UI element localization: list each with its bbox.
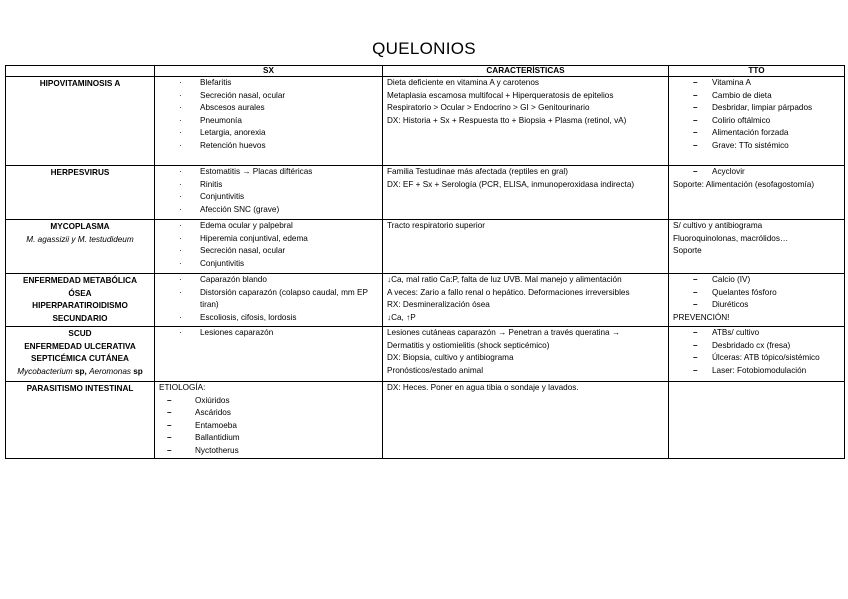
caracteristicas-cell: Tracto respiratorio superior bbox=[383, 220, 669, 274]
tto-cell bbox=[669, 77, 845, 166]
caracteristicas-cell: ↓Ca, mal ratio Ca:P, falta de luz UVB. Mal manejo y alimentación A veces: Zario a fallo renal o hepático. Deformaciones irreversibles RX: Desmineralización ósea ↓Ca, ↑P bbox=[383, 274, 669, 327]
sx-item: – Ballantidium bbox=[159, 432, 378, 445]
sx-cell bbox=[155, 166, 383, 220]
caracteristicas-cell: Lesiones cutáneas caparazón → Penetran a través queratina → Dermatitis y ostiomielitis (shock septicémico) DX: Biopsia, cultivo y antibiograma Pronósticos/estado animal bbox=[383, 327, 669, 382]
sx-item: · Letargia, anorexia bbox=[159, 127, 378, 140]
tto-item: – Diuréticos bbox=[673, 299, 840, 312]
table-row bbox=[6, 77, 845, 166]
header-row bbox=[6, 66, 845, 77]
sx-item: · Abscesos aurales bbox=[159, 102, 378, 115]
sx-item: – Entamoeba bbox=[159, 420, 378, 433]
tto-cell: – Calcio (IV) – Quelantes fósforo – Diuréticos PREVENCIÓN! bbox=[669, 274, 845, 327]
tto-item: – Grave: TTo sistémico bbox=[673, 140, 840, 153]
tto-item: – Vitamina A bbox=[673, 77, 840, 90]
sx-item: · Afección SNC (grave) bbox=[159, 204, 378, 217]
tto-cell: – Acyclovir Soporte: Alimentación (esofagostomía) bbox=[669, 166, 845, 220]
tto-item: – Alimentación forzada bbox=[673, 127, 840, 140]
sx-item: · Rinitis bbox=[159, 179, 378, 192]
sx-item: · Secreción nasal, ocular bbox=[159, 90, 378, 103]
caracteristicas-cell: DX: Heces. Poner en agua tibia o sondaje y lavados. bbox=[383, 382, 669, 459]
tto-item: – Desbridado cx (fresa) bbox=[673, 340, 840, 353]
tto-item: – Laser: Fotobiomodulación bbox=[673, 365, 840, 378]
sx-item: · Distorsión caparazón (colapso caudal, mm EP tiran) bbox=[159, 287, 378, 312]
disease-name: MYCOPLASMA M. agassizii y M. testudideum bbox=[6, 220, 155, 274]
tto-item: – Úlceras: ATB tópico/sistémico bbox=[673, 352, 840, 365]
sx-item: · Secreción nasal, ocular bbox=[159, 245, 378, 258]
sx-item: – Oxiúridos bbox=[159, 395, 378, 408]
sx-item: · Estomatitis → Placas diftéricas bbox=[159, 166, 378, 179]
disease-name: HIPOVITAMINOSIS A bbox=[6, 77, 155, 166]
tto-item: – Desbridar, limpiar párpados bbox=[673, 102, 840, 115]
sx-item: · Blefaritis bbox=[159, 77, 378, 90]
table-row bbox=[6, 220, 845, 274]
sx-item: · Edema ocular y palpebral bbox=[159, 220, 378, 233]
disease-name: SCUD ENFERMEDAD ULCERATIVA SEPTICÉMICA CUTÁNEA Mycobacterium sp, Aeromonas sp bbox=[6, 327, 155, 382]
header-caracteristicas: CARACTERÍSTICAS bbox=[383, 66, 669, 77]
diseases-table bbox=[5, 65, 845, 459]
tto-item: – ATBs/ cultivo bbox=[673, 327, 840, 340]
disease-name: ENFERMEDAD METABÓLICA ÓSEA HIPERPARATIROIDISMO SECUNDARIO bbox=[6, 274, 155, 327]
sx-cell bbox=[155, 220, 383, 274]
page-title: QUELONIOS bbox=[372, 39, 476, 58]
tto-item: – Colirio oftálmico bbox=[673, 115, 840, 128]
sx-cell bbox=[155, 327, 383, 382]
caracteristicas-cell: Dieta deficiente en vitamina A y carotenos Metaplasia escamosa multifocal + Hiperqueratosis de epitelios Respiratorio > Ocular > Endocrino > GI > Genitourinario DX: Historia + Sx + Respuesta tto + Biopsia + Plasma (retinol, vA) bbox=[383, 77, 669, 166]
tto-item: – Calcio (IV) bbox=[673, 274, 840, 287]
sx-item: · Caparazón blando bbox=[159, 274, 378, 287]
table-row bbox=[6, 382, 845, 459]
sx-item: · Lesiones caparazón bbox=[159, 327, 378, 340]
sx-item: · Escoliosis, cifosis, lordosis bbox=[159, 312, 378, 325]
sx-cell bbox=[155, 77, 383, 166]
sx-item: · Retención huevos bbox=[159, 140, 378, 153]
tto-cell bbox=[669, 327, 845, 382]
tto-item: – Cambio de dieta bbox=[673, 90, 840, 103]
tto-item: – Acyclovir bbox=[673, 166, 840, 179]
sx-item: · Conjuntivitis bbox=[159, 258, 378, 271]
sx-item: · Conjuntivitis bbox=[159, 191, 378, 204]
header-tto: TTO bbox=[669, 66, 845, 77]
tto-item: – Quelantes fósforo bbox=[673, 287, 840, 300]
caracteristicas-cell: Familia Testudinae más afectada (reptiles en gral) DX: EF + Sx + Serología (PCR, ELISA, inmunoperoxidasa indirecta) bbox=[383, 166, 669, 220]
header-disease bbox=[6, 66, 155, 77]
sx-item: – Nyctotherus bbox=[159, 445, 378, 458]
disease-name: PARASITISMO INTESTINAL bbox=[6, 382, 155, 459]
table-row bbox=[6, 327, 845, 382]
sx-cell: ETIOLOGÍA: – Oxiúridos – Ascáridos – Entamoeba – Ballantidium – Nyctotherus bbox=[155, 382, 383, 459]
header-sx: SX bbox=[155, 66, 383, 77]
sx-item: · Pneumonía bbox=[159, 115, 378, 128]
sx-item: · Hiperemia conjuntival, edema bbox=[159, 233, 378, 246]
tto-cell: S/ cultivo y antibiograma Fluoroquinolonas, macrólidos… Soporte bbox=[669, 220, 845, 274]
sx-cell bbox=[155, 274, 383, 327]
disease-name: HERPESVIRUS bbox=[6, 166, 155, 220]
sx-item: – Ascáridos bbox=[159, 407, 378, 420]
tto-cell bbox=[669, 382, 845, 459]
table-row bbox=[6, 166, 845, 220]
table-row bbox=[6, 274, 845, 327]
